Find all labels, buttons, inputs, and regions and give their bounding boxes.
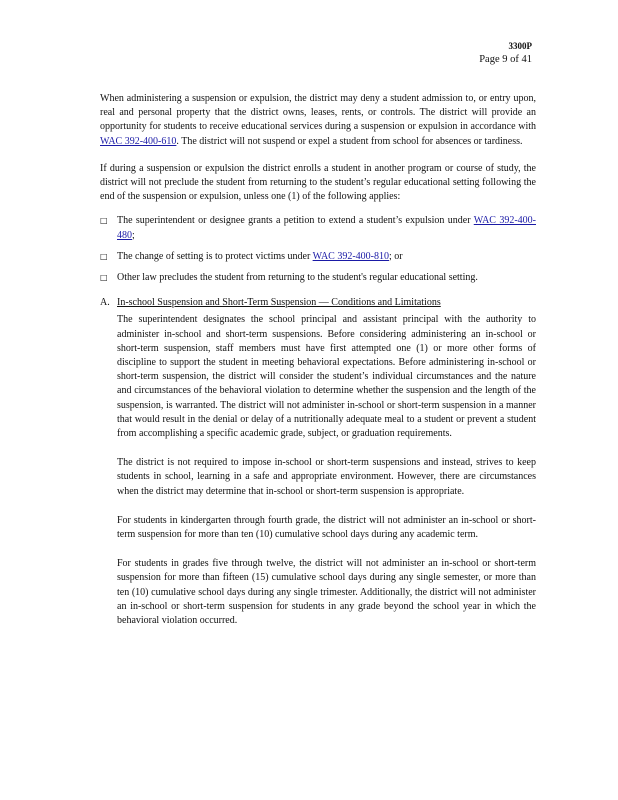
page-number: Page 9 of 41 [479,54,532,65]
list-item: □ Other law precludes the student from returning to the student's regular educational setting. [100,271,536,285]
paragraph-admission-denial: When administering a suspension or expulsion, the district may deny a student admission to, or entry upon, real and personal property that the district owns, leases, rents, or controls. The district will provide an opportunity for students to receive educational services during a suspension or expulsion in accordance with WAC 392-400-610. The district will not suspend or expel a student from school for absences or tardiness. [100,93,536,147]
section-title: In-school Suspension and Short-Term Suspension — Conditions and Limitations [117,297,441,309]
wac-810-link[interactable]: WAC 392-400-810 [312,250,389,262]
paragraph-grades-five-twelve-limit: For students in grades five through twelve, the district will not administer an in-school or short-term suspension for more than fifteen (15) cumulative school days during any single semester, or more than ten (10) cumulative school days during any single trimester. Additionally, the district will not administer an in-school or short-term suspension for students in any grade beyond the school year in which the behavioral violation occurred. [117,558,536,627]
square-bullet-icon: □ [100,273,108,283]
paragraph-designation: The superintendent designates the school principal and assistant principal with the authority to administer in-school and short-term suspensions. Before considering administering an in-school or short-term suspension, staff members must have first attempted one (1) or more other forms of discipline to support the student in meeting behavioral expectations. Before administering in-school or short-term suspension, the district will consider the student’s individual circumstances and the nature and circumstances of the behavioral violation to determine whether the suspension and the length of the suspension, is warranted. The district will not administer in-school or short-term suspension in a manner that would result in the denial or delay of a nutritionally adequate meal to a student or prevent a student from accomplishing a specific academic grade, subject, or graduation requirements. [117,314,536,440]
paragraph-not-required: The district is not required to impose in-school or short-term suspensions and instead, strives to keep students in school, learning in a safe and appropriate environment. However, there are circumstances when the district may determine that in-school or short-term suspension is appropriate. [117,457,536,497]
wac-480-link[interactable]: WAC 392-400-480 [117,215,536,241]
exceptions-list [100,214,536,285]
policy-number: 3300P [508,41,532,51]
square-bullet-icon: □ [100,251,108,261]
square-bullet-icon: □ [100,216,108,226]
list-item: □ The superintendent or designee grants a petition to extend a student’s expulsion under WAC 392-400-480; [100,215,536,241]
section-letter: A. [100,297,110,309]
section-a-body [100,313,536,628]
document-body [100,92,536,643]
section-a-heading [100,296,536,310]
paragraph-enrollment-other-program: If during a suspension or expulsion the district enrolls a student in another program or course of study, the district will not preclude the student from returning to the student’s regular educational setting following the end of the suspension or expulsion, unless one (1) of the following applies: [100,162,536,203]
list-item: □ The change of setting is to protect victims under WAC 392-400-810; or [100,250,536,264]
page-header [479,40,532,66]
wac-610-link[interactable]: WAC 392-400-610 [100,135,177,147]
paragraph-kindergarten-limit: For students in kindergarten through fourth grade, the district will not administer an in-school or short-term suspension for more than ten (10) cumulative school days during any academic term. [117,514,536,541]
